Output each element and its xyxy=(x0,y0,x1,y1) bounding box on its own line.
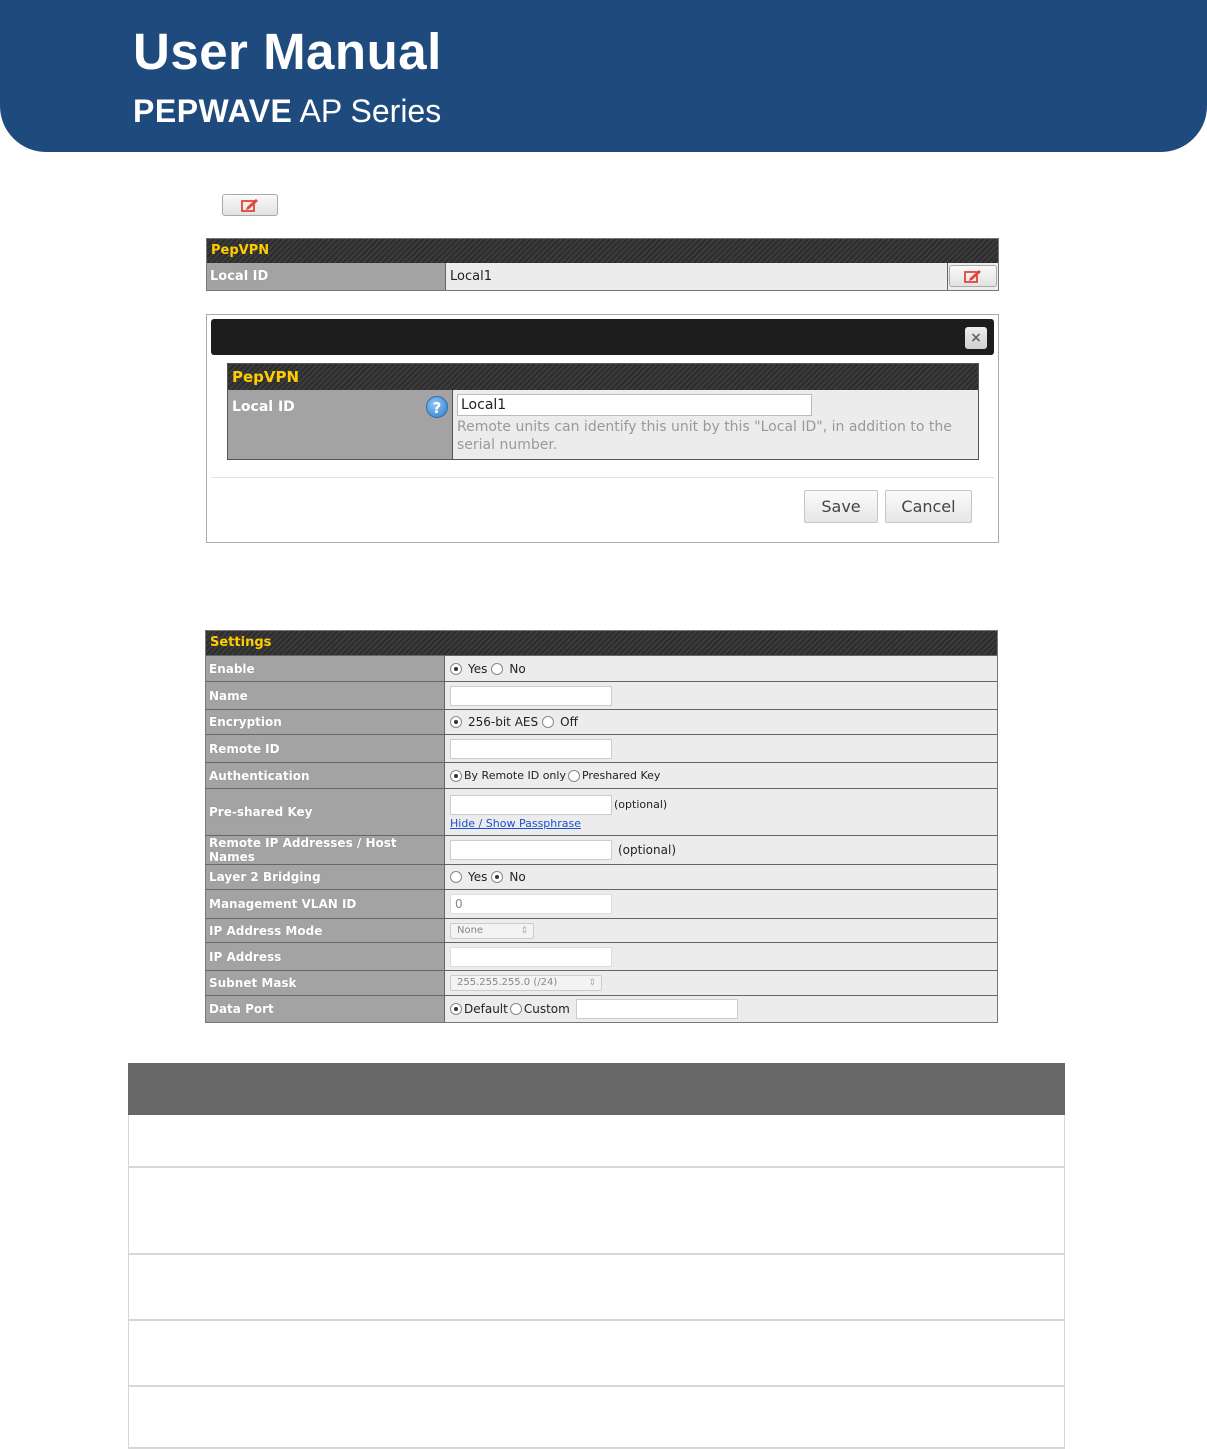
enable-value xyxy=(444,656,997,681)
encryption-row xyxy=(206,709,997,734)
table-header xyxy=(128,1063,1065,1115)
data-port-custom-input[interactable] xyxy=(576,999,738,1019)
table-row xyxy=(128,1387,1065,1449)
local-id-label: Local ID xyxy=(207,263,445,290)
question-icon[interactable]: ? xyxy=(426,396,448,418)
local-id-row xyxy=(207,263,998,290)
name-value xyxy=(444,682,997,709)
local-id-input[interactable] xyxy=(457,394,812,416)
preshared-key-label: Pre-shared Key xyxy=(206,789,444,835)
dialog-form xyxy=(227,363,979,460)
preshared-key-input[interactable] xyxy=(450,795,612,815)
local-id-panel xyxy=(206,238,999,291)
cancel-button[interactable]: Cancel xyxy=(885,490,972,523)
local-id-dialog xyxy=(206,314,999,543)
close-icon[interactable]: × xyxy=(965,327,987,349)
ip-address-value xyxy=(444,943,997,970)
table-row xyxy=(128,1168,1065,1255)
edit-button[interactable] xyxy=(222,194,278,216)
encryption-off-label: Off xyxy=(560,715,578,729)
enable-no-radio[interactable] xyxy=(491,663,503,675)
remote-id-input[interactable] xyxy=(450,739,612,759)
authentication-label: Authentication xyxy=(206,763,444,788)
authentication-value xyxy=(444,763,997,788)
remote-ip-row xyxy=(206,835,997,864)
encryption-aes-radio[interactable] xyxy=(450,716,462,728)
enable-label: Enable xyxy=(206,656,444,681)
encryption-value xyxy=(444,710,997,734)
table-row xyxy=(128,1115,1065,1168)
auth-remote-id-label: By Remote ID only xyxy=(464,769,566,782)
dialog-section-title: PepVPN xyxy=(228,364,978,390)
local-id-value: Local1 xyxy=(445,263,947,290)
layer2-bridging-row xyxy=(206,864,997,889)
local-id-edit-button[interactable] xyxy=(949,265,997,287)
enable-row xyxy=(206,655,997,681)
ip-mode-label: IP Address Mode xyxy=(206,919,444,942)
select-arrows-icon: ⇕ xyxy=(520,925,528,936)
ip-mode-select[interactable] xyxy=(450,923,534,939)
save-button[interactable]: Save xyxy=(804,490,878,523)
layer2-yes-radio[interactable] xyxy=(450,871,462,883)
auth-preshared-label: Preshared Key xyxy=(581,769,661,782)
edit-icon xyxy=(964,269,982,283)
data-port-default-label: Default xyxy=(464,1002,508,1016)
header-banner xyxy=(0,0,1207,152)
subnet-mask-value xyxy=(444,971,997,995)
ip-mode-row xyxy=(206,918,997,942)
dialog-divider xyxy=(211,477,994,478)
edit-cell xyxy=(947,263,998,290)
table-row xyxy=(128,1321,1065,1387)
preshared-key-optional: (optional) xyxy=(614,798,668,811)
layer2-yes-label: Yes xyxy=(468,870,488,884)
data-port-row xyxy=(206,995,997,1022)
table-right-border xyxy=(1064,1115,1065,1449)
mgmt-vlan-row xyxy=(206,889,997,918)
data-port-default-radio[interactable] xyxy=(450,1003,462,1015)
name-row xyxy=(206,681,997,709)
preshared-key-value xyxy=(444,789,997,835)
preshared-key-row xyxy=(206,788,997,835)
enable-no-label: No xyxy=(509,661,526,676)
encryption-aes-label: 256-bit AES xyxy=(468,715,539,729)
auth-remote-id-radio[interactable] xyxy=(450,770,462,782)
subnet-mask-row xyxy=(206,970,997,995)
auth-preshared-radio[interactable] xyxy=(568,770,580,782)
remote-ip-input[interactable] xyxy=(450,840,612,860)
enable-yes-radio[interactable] xyxy=(450,663,462,675)
subnet-mask-select[interactable] xyxy=(450,975,602,991)
ip-mode-selected: None xyxy=(457,924,484,936)
remote-id-value xyxy=(444,735,997,762)
dialog-titlebar xyxy=(211,319,994,355)
remote-id-row xyxy=(206,734,997,762)
local-id-hint: Remote units can identify this unit by this "Local ID", in addition to the serial number. xyxy=(457,419,952,453)
brand-name: PEPWAVE xyxy=(133,93,293,129)
series-name: AP Series xyxy=(299,93,442,129)
select-arrows-icon: ⇕ xyxy=(588,978,596,988)
encryption-off-radio[interactable] xyxy=(542,716,554,728)
mgmt-vlan-value xyxy=(444,890,997,918)
table-row xyxy=(128,1255,1065,1321)
layer2-no-label: No xyxy=(509,870,526,884)
remote-ip-optional: (optional) xyxy=(618,843,676,857)
encryption-label: Encryption xyxy=(206,710,444,734)
panel-title: PepVPN xyxy=(207,239,998,263)
ip-mode-value xyxy=(444,919,997,942)
name-label: Name xyxy=(206,682,444,709)
ip-address-row xyxy=(206,942,997,970)
dialog-local-id-label xyxy=(228,390,453,459)
edit-icon xyxy=(241,198,259,212)
layer2-bridging-value xyxy=(444,865,997,889)
remote-ip-label: Remote IP Addresses / Host Names xyxy=(206,836,444,864)
mgmt-vlan-label: Management VLAN ID xyxy=(206,890,444,918)
remote-ip-value xyxy=(444,836,997,864)
ip-address-label: IP Address xyxy=(206,943,444,970)
authentication-row xyxy=(206,762,997,788)
name-input[interactable] xyxy=(450,686,612,706)
settings-panel xyxy=(205,630,998,1023)
dialog-local-id-cell xyxy=(453,390,978,459)
settings-title: Settings xyxy=(206,631,997,655)
product-subtitle xyxy=(133,93,441,130)
enable-yes-label: Yes xyxy=(468,661,488,676)
layer2-no-radio[interactable] xyxy=(491,871,503,883)
data-port-label: Data Port xyxy=(206,996,444,1022)
subnet-mask-label: Subnet Mask xyxy=(206,971,444,995)
data-port-custom-label: Custom xyxy=(523,1002,570,1016)
mgmt-vlan-input[interactable]: 0 xyxy=(450,894,612,914)
data-port-custom-radio[interactable] xyxy=(510,1003,522,1015)
table-left-border xyxy=(128,1115,129,1449)
dialog-label-text: Local ID xyxy=(232,399,295,415)
data-port-value xyxy=(444,996,997,1022)
ip-address-input[interactable] xyxy=(450,947,612,967)
description-table xyxy=(128,1063,1065,1449)
remote-id-label: Remote ID xyxy=(206,735,444,762)
page-title: User Manual xyxy=(133,23,442,80)
hide-show-passphrase-link[interactable]: Hide / Show Passphrase xyxy=(450,816,582,830)
subnet-mask-selected: 255.255.255.0 (/24) xyxy=(457,977,558,988)
layer2-bridging-label: Layer 2 Bridging xyxy=(206,865,444,889)
